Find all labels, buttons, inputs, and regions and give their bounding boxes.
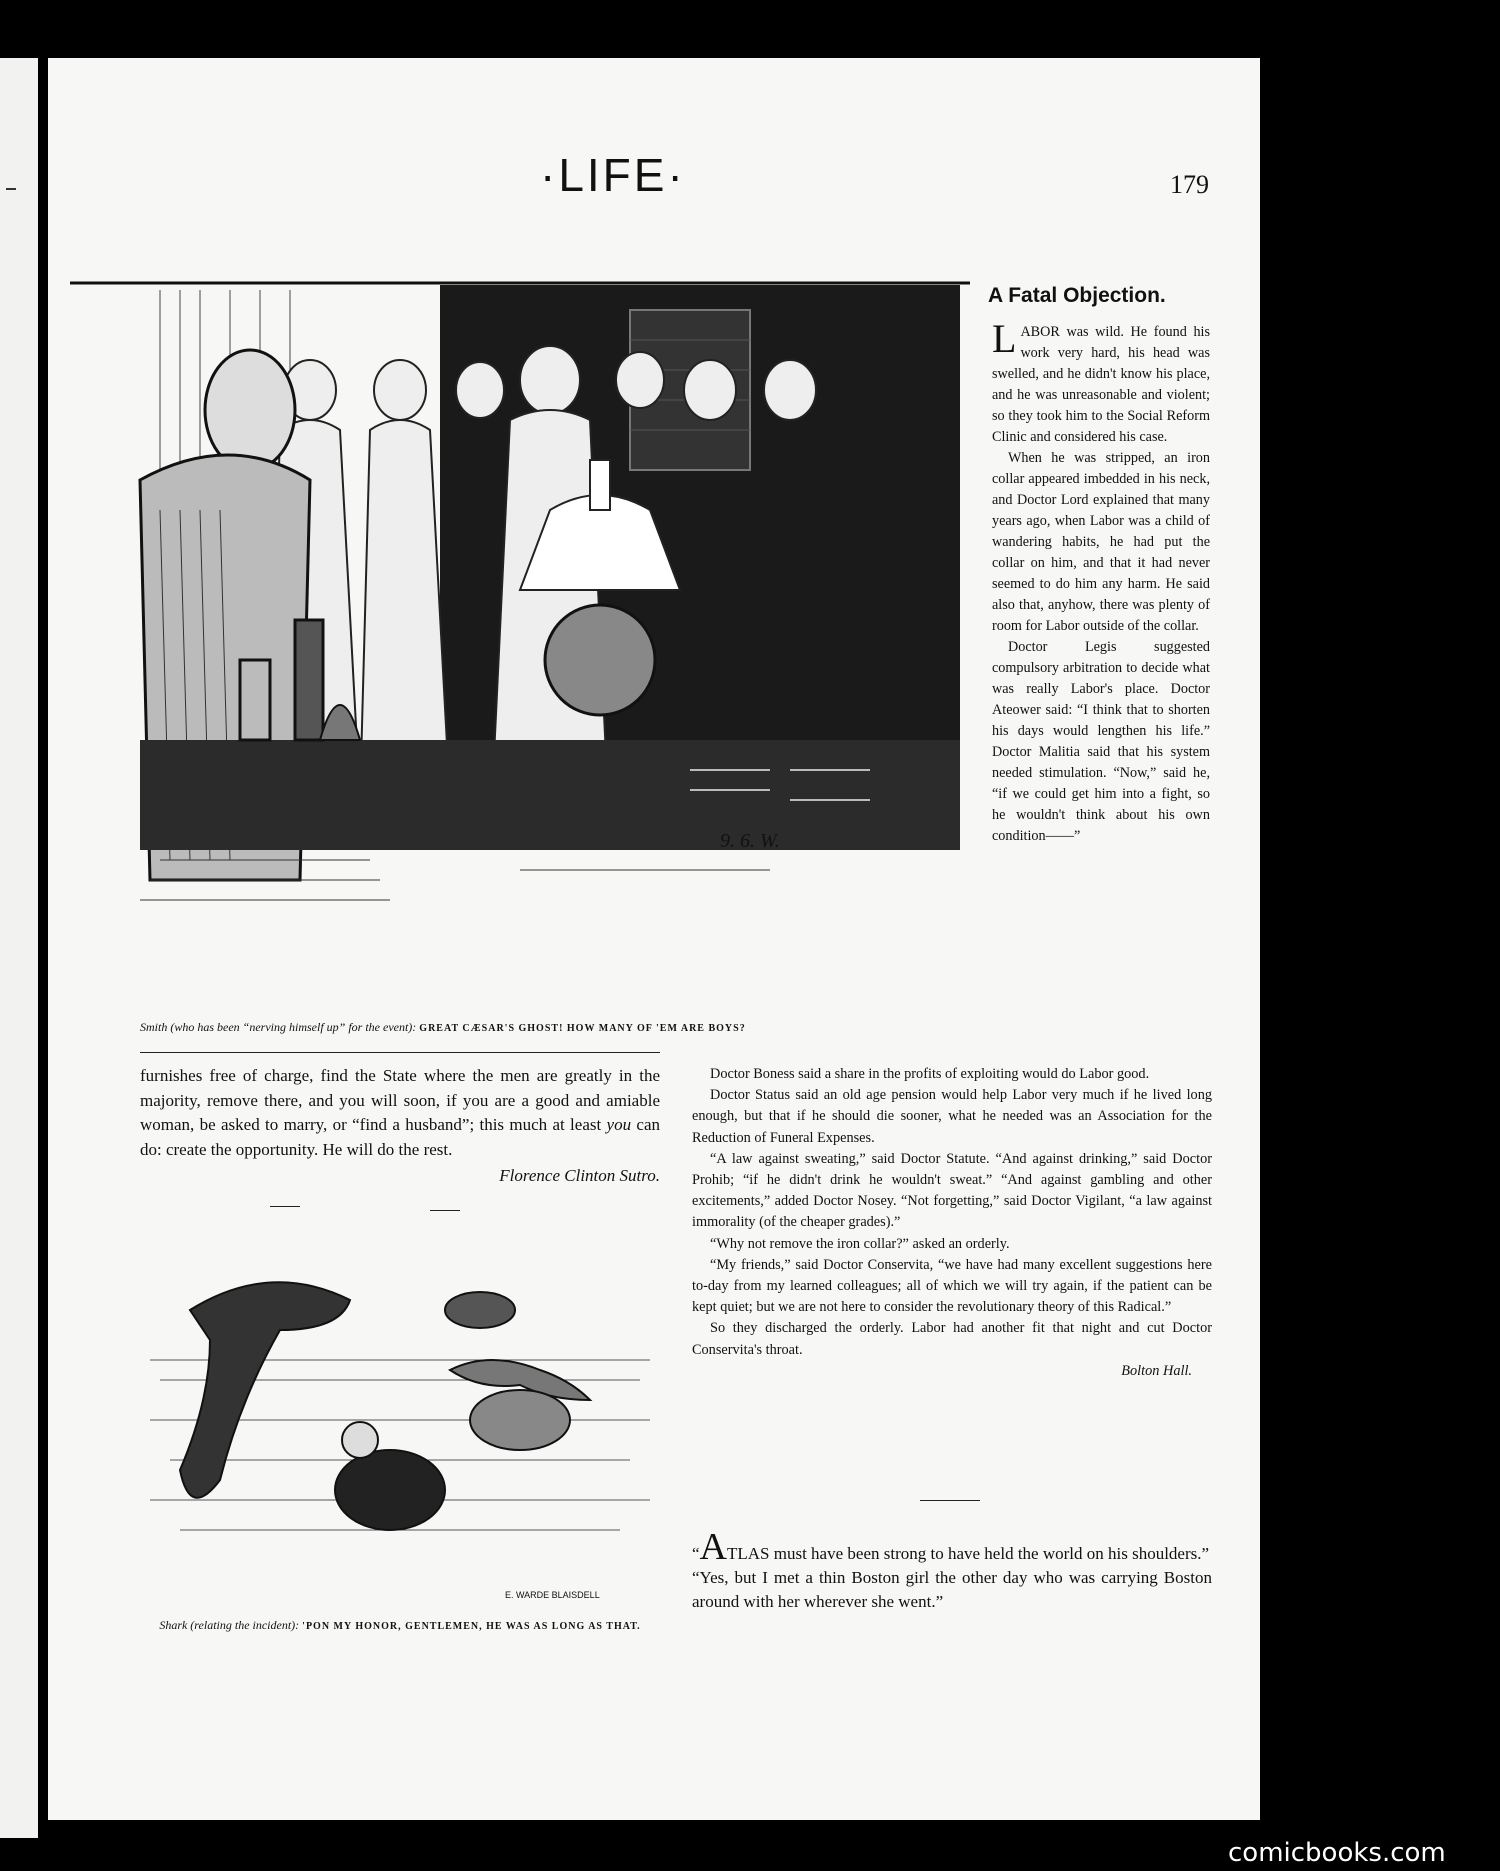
article-title: A Fatal Objection. bbox=[988, 284, 1166, 307]
bottom-cartoon-signature: E. WARDE BLAISDELL bbox=[505, 1590, 600, 1600]
short-rule-left-2 bbox=[430, 1210, 460, 1211]
article-paragraph-6: “A law against sweating,” said Doctor Statute. “And against drinking,” said Doctor Prohib; “if he didn't drink he wouldn't sweat.” “And against gambling and other excitements,” added Doctor Nosey. “Not forgetting,” said Doctor Vigilant, “a law against immorality (of the cheaper grades).” bbox=[692, 1150, 1212, 1231]
atlas-dropcap: A bbox=[699, 1526, 727, 1568]
bottom-cartoon-caption bbox=[140, 1618, 660, 1633]
left-column-text bbox=[140, 1064, 660, 1189]
article-dropcap: L bbox=[992, 316, 1017, 361]
atlas-line-1: TLAS must have been strong to have held the world on his shoulders.” bbox=[727, 1544, 1210, 1563]
article-continuation-column bbox=[692, 1064, 1212, 1382]
previous-page-edge bbox=[0, 58, 38, 1838]
article-paragraph-5: Doctor Status said an old age pension would help Labor very much if he lived long enough, but that if he should die sooner, what he needed was an Association for the Reduction of Funeral Expenses. bbox=[692, 1087, 1212, 1146]
article-paragraph-8: “My friends,” said Doctor Conservita, “we have had many excellent suggestions here to-day from my learned colleagues; all of which we will try again, if the patient can be kept quiet; but we are not here to consider the revolutionary theory of this Radical.” bbox=[692, 1256, 1212, 1316]
left-text-part2: can do: create the opportunity. He will do the rest. bbox=[140, 1115, 661, 1159]
masthead-title: ·LIFE· bbox=[540, 149, 686, 201]
article-narrow-column bbox=[992, 316, 1210, 847]
article-paragraph-3: Doctor Legis suggested compulsory arbitration to decide what was really Labor's place. Doctor Ateower said: “I think that to shorten his days would lengthen his life.” Doctor Malitia said that his system needed stimulation. “Now,” said he, “if we could get him into a fight, so he wouldn't think about his own condition——” bbox=[992, 639, 1210, 844]
top-cartoon-illustration bbox=[70, 280, 970, 1010]
article-paragraph-1: ABOR was wild. He found his work very hard, his head was swelled, and he didn't know his place, and he was unreasonable and violent; so they took him to the Social Reform Clinic and considered his case. bbox=[992, 324, 1210, 445]
atlas-line-2: “Yes, but I met a thin Boston girl the other day who was carrying Boston around with her wherever she went.” bbox=[692, 1568, 1212, 1611]
page-number: 179 bbox=[1170, 170, 1209, 199]
bottom-caption-line: 'PON MY HONOR, GENTLEMEN, HE WAS AS LONG AS THAT. bbox=[302, 1621, 641, 1632]
bottom-caption-speaker: Shark (relating the incident): bbox=[159, 1618, 300, 1632]
watermark: comicbooks.com bbox=[1228, 1838, 1446, 1868]
top-caption-line: GREAT CÆSAR'S GHOST! HOW MANY OF 'EM ARE BOYS? bbox=[419, 1023, 746, 1034]
atlas-joke bbox=[692, 1526, 1212, 1614]
atlas-divider bbox=[920, 1500, 980, 1501]
left-column-author: Florence Clinton Sutro. bbox=[499, 1166, 660, 1185]
article-paragraph-2: When he was stripped, an iron collar appeared imbedded in his neck, and Doctor Lord explained that many years ago, when Labor was a child of wandering habits, he had put the collar on him, and that it had never seemed to do him any harm. He said also that, anyhow, there was plenty of room for Labor outside of the collar. bbox=[992, 450, 1210, 634]
article-paragraph-7: “Why not remove the iron collar?” asked an orderly. bbox=[710, 1235, 1010, 1252]
top-cartoon-signature: 9. 6. W. bbox=[720, 830, 780, 852]
short-rule-left bbox=[270, 1206, 300, 1207]
article-paragraph-4: Doctor Boness said a share in the profits of exploiting would do Labor good. bbox=[710, 1066, 1150, 1082]
bottom-cartoon-illustration bbox=[150, 1220, 660, 1610]
article-paragraph-9: So they discharged the orderly. Labor had another fit that night and cut Doctor Conservita's throat. bbox=[692, 1320, 1212, 1358]
article-author: Bolton Hall. bbox=[1121, 1362, 1192, 1379]
column-divider bbox=[140, 1052, 660, 1053]
top-cartoon-caption bbox=[140, 1020, 980, 1035]
top-caption-speaker: Smith (who has been “nerving himself up” for the event): bbox=[140, 1020, 417, 1034]
atlas-open-quote: “ bbox=[692, 1544, 700, 1563]
left-text-italic: you bbox=[606, 1115, 632, 1134]
left-text-part1: furnishes free of charge, find the State where the men are greatly in the majority, remove there, and you will soon, if you are a good and amiable woman, be asked to marry, or “find a husband”; this much at least bbox=[140, 1066, 660, 1134]
